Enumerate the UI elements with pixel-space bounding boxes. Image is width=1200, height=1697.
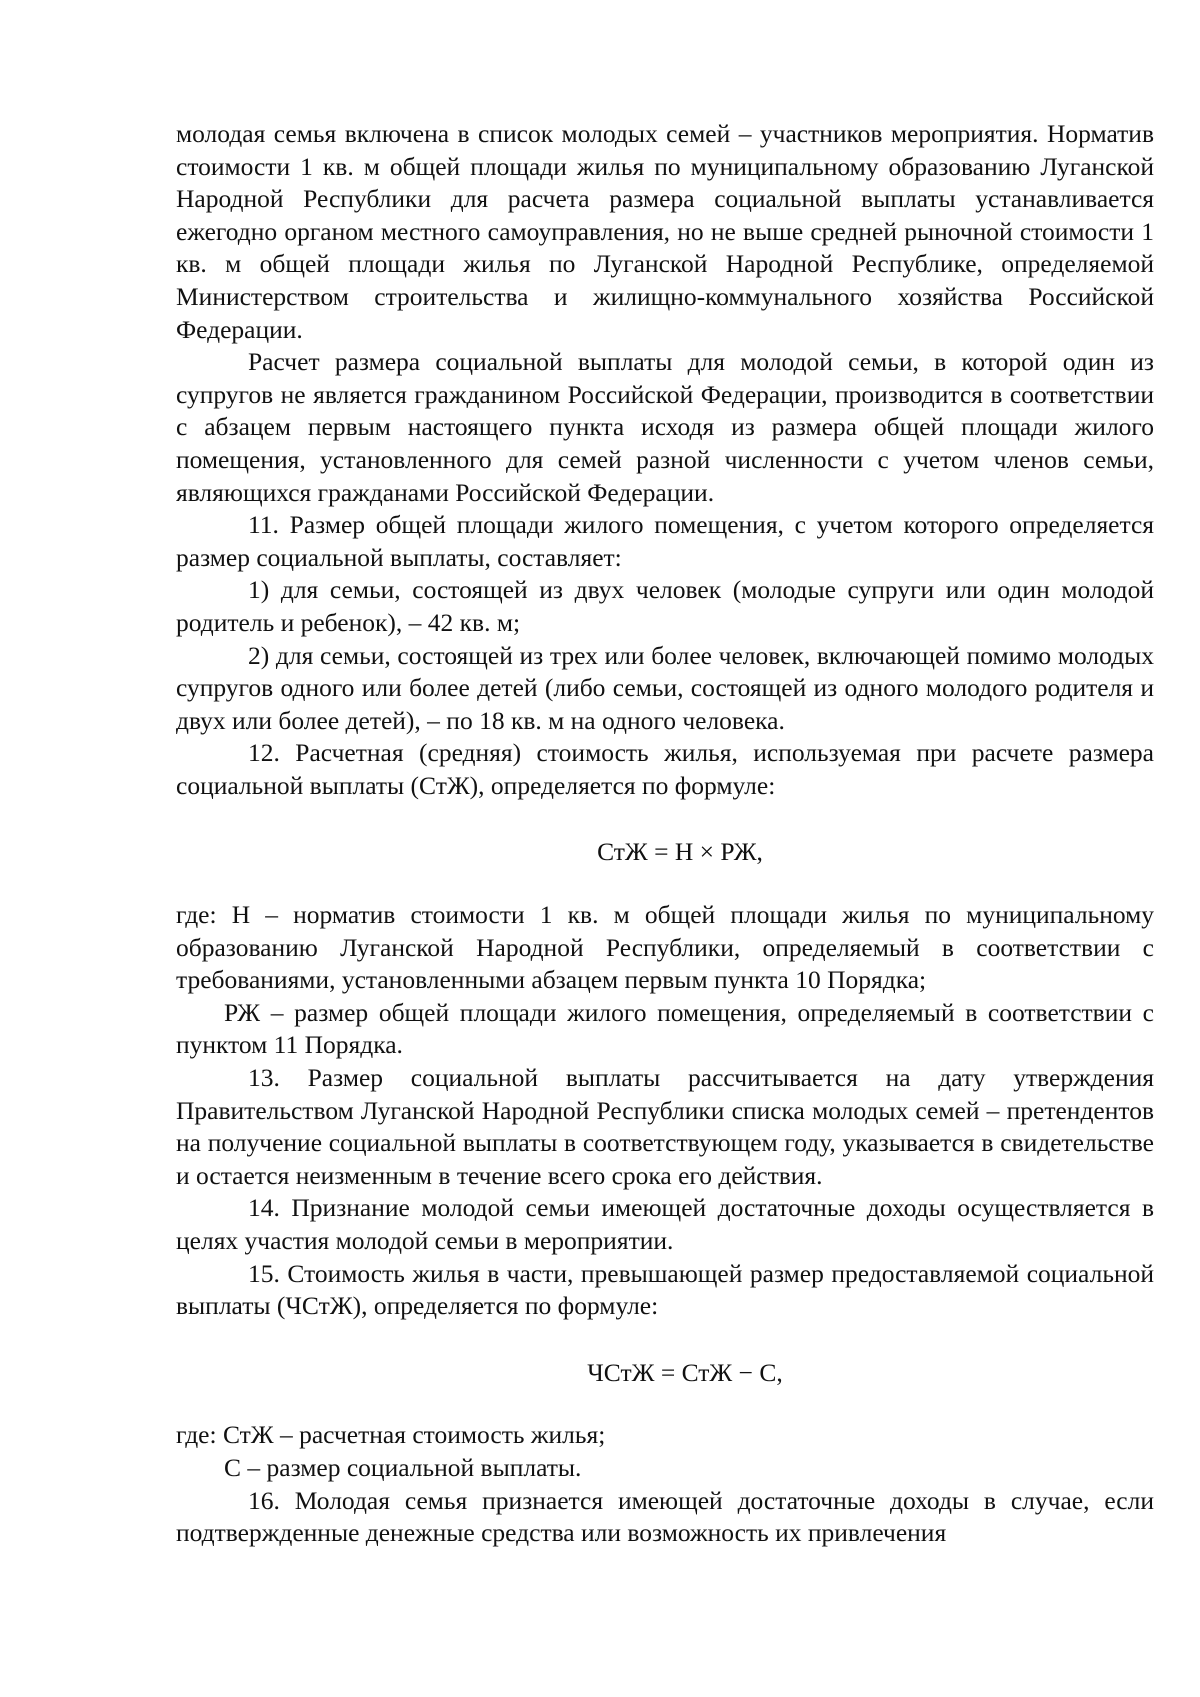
paragraph-calculation-non-citizen: Расчет размера социальной выплаты для молодой семьи, в которой один из супругов не является гражданином Российской Федерации, производится в соответствии с абзацем первым настоящего пункта исходя из размера общей площади жилого помещения, установленного для семей разной численности с учетом членов семьи, являющихся гражданами Российской Федерации. [176,347,1154,507]
paragraph-where-n: где: Н – норматив стоимости 1 кв. м общей площади жилья по муниципальному образованию Луганской Народной Республики, определяемый в соответствии с требованиями, установленными абзацем первым пункта 10 Порядка; [176,900,1154,995]
list-item-three-or-more: 2) для семьи, состоящей из трех или более человек, включающей помимо молодых супругов одного или более детей (либо семьи, состоящей из одного молодого родителя и двух или более детей), – по 18 кв. м на одного человека. [176,640,1154,735]
paragraph-15-excess-cost: 15. Стоимость жилья в части, превышающей размер предоставляемой социальной выплаты (ЧСтЖ), определяется по формуле: [176,1258,1154,1321]
formula-housing-cost [176,802,1154,899]
formula-text: СтЖ = Н × РЖ, [597,837,763,867]
formula-excess-cost [176,1323,1154,1420]
list-item-two-persons: 1) для семьи, состоящей из двух человек (молодые супруги или один молодой родитель и ребенок), – 42 кв. м; [176,575,1154,637]
paragraph-12-estimated-cost: 12. Расчетная (средняя) стоимость жилья, используемая при расчете размера социальной выплаты (СтЖ), определяется по формуле: [176,738,1154,800]
paragraph-norm-cost: молодая семья включена в список молодых семей – участников мероприятия. Норматив стоимости 1 кв. м общей площади жилья по муниципальному образованию Луганской Народной Республики для расчета размера социальной выплаты устанавливается ежегодно органом местного самоуправления, но не выше средней рыночной стоимости 1 кв. м общей площади жилья по Луганской Народной Республике, определяемой Министерством строительства и жилищно-коммунального хозяйства Российской Федерации. [176,119,1154,344]
paragraph-where-rzh: РЖ – размер общей площади жилого помещения, определяемый в соответствии с пунктом 11 Порядка. [176,997,1154,1060]
paragraph-14-sufficient-income: 14. Признание молодой семьи имеющей достаточные доходы осуществляется в целях участия молодой семьи в мероприятии. [176,1193,1154,1255]
document-body [176,118,1154,1550]
paragraph-16-sufficient-income: 16. Молодая семья признается имеющей достаточные доходы в случае, если подтвержденные денежные средства или возможность их привлечения [176,1485,1154,1548]
paragraph-11-area-size: 11. Размер общей площади жилого помещения, с учетом которого определяется размер социальной выплаты, составляет: [176,510,1154,572]
paragraph-where-stzh: где: СтЖ – расчетная стоимость жилья; [176,1420,606,1450]
formula-text: ЧСтЖ = СтЖ − С, [587,1357,783,1387]
paragraph-where-s: С – размер социальной выплаты. [224,1452,582,1482]
paragraph-13-payment-date: 13. Размер социальной выплаты рассчитывается на дату утверждения Правительством Луганской Народной Республики списка молодых семей – претендентов на получение социальной выплаты в соответствующем году, указывается в свидетельстве и остается неизменным в течение всего срока его действия. [176,1063,1154,1190]
